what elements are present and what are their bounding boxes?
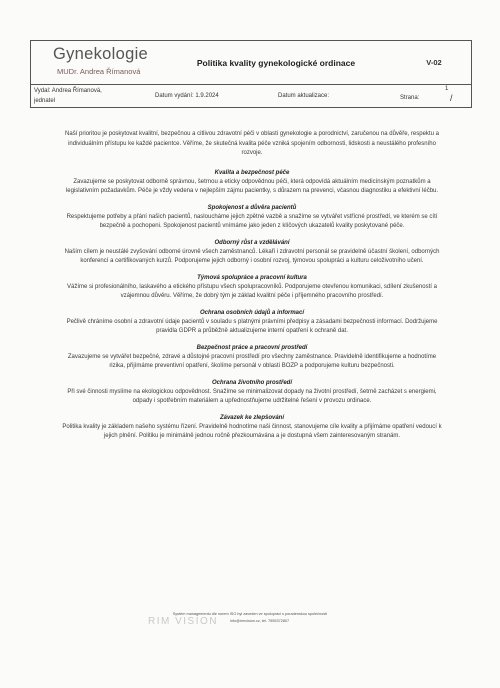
issue-date-cell: [149, 85, 274, 109]
section-title: Ochrana životního prostředí: [211, 379, 292, 386]
code-cell: [396, 41, 472, 84]
section-text: Zavazujeme se vytvářet bezpečné, zdravé a důstojné pracovní prostředí pro všechny zaměstnance. Pravidelně identifikujeme a hodnotíme rizika, přijímáme preventivní opatření, školíme personál v oblasti BOZP a podporujeme kulturu bezpečnosti.: [67, 353, 437, 370]
page-separator: /: [450, 93, 453, 103]
page-label: Strana:: [400, 95, 420, 101]
document-header-table: [30, 40, 472, 108]
page-cell: [396, 85, 471, 109]
footer-contact: info@rimvision.cz, tel. 7555372807: [230, 619, 290, 623]
section: [62, 240, 442, 267]
issued-by-cell: [31, 85, 149, 109]
section-title: Kvalita a bezpečnost péče: [214, 169, 290, 176]
section-text: Politika kvality je základem našeho systému řízení. Pravidelně hodnotíme naši činnost, stanovujeme cíle kvality a přijímáme opatření vedoucí k jejich plnění. Politiku je minimálně jednou ročně přezkoumávána a je dostupná všem zainteresovaným stranám.: [62, 423, 442, 440]
document-code: V-02: [426, 58, 442, 67]
document-title: Politika kvality gynekologické ordinace: [196, 57, 356, 68]
section-title: Závazek ke zlepšování: [219, 414, 285, 421]
header-info-row: [31, 84, 471, 109]
logo-subtitle: MUDr. Andrea Římanová: [57, 67, 141, 76]
section-title: Spokojenost a důvěra pacientů: [207, 204, 297, 211]
issued-by-role: jednatel: [34, 98, 56, 104]
footer-note: Systém managementu dle norem ISO byl zaveden ve spolupráci s poradenskou společností: [172, 612, 328, 616]
section: [62, 345, 442, 372]
section: [62, 310, 442, 337]
update-date-cell: [274, 85, 396, 109]
section-text: Naším cílem je neustálé zvyšování odborné úrovně všech zaměstnanců. Lékaři i zdravotní personál se pravidelně účastní školení, odborných konferencí a certifikovaných kurzů. Podporujeme jejich odborný i osobní rozvoj, týmovou spolupráci a kulturu celoživotního učení.: [64, 248, 440, 265]
footer-brand-row: [100, 618, 400, 630]
section-text: Respektujeme potřeby a přání našich pacientů, nasloucháme jejich zpětné vazbě a snažíme se vytvářet vstřícné prostředí, ve kterém se cítí bezpečně a pochopeni. Spokojenost pacientů vnímáme jako jeden z klíčových ukazatelů kvality poskytované péče.: [66, 213, 438, 230]
section: [62, 170, 442, 197]
section-text: Při své činnosti myslíme na ekologickou odpovědnost. Snažíme se minimalizovat dopady na životní prostředí, šetrně zacházet s energiemi, odpady i spotřebním materiálem a upřednostňujeme udržitelné řešení v provozu ordinace.: [67, 388, 437, 405]
issued-by: Vydal: Andrea Římanová,: [34, 88, 102, 94]
section-text: Vážíme si profesionálního, laskavého a etického přístupu všech spolupracovníků. Podporujeme otevřenou komunikaci, sdílení zkušeností a vzájemnou důvěru. Věříme, že dobrý tým je základ kvalitní péče i příjemného pracovního prostředí.: [67, 283, 437, 300]
document-footer: [100, 612, 400, 630]
document-body: [62, 130, 442, 450]
logo-cell: [31, 41, 156, 84]
section-title: Ochrana osobních údajů a informací: [199, 309, 305, 316]
section-title: Odborný růst a vzdělávání: [214, 239, 290, 246]
section: [62, 415, 442, 442]
section-text: Pečlivě chráníme osobní a zdravotní údaje pacientů v souladu s platnými právními předpisy a zásadami bezpečnosti informací. Dodržujeme pravidla GDPR a průběžně aktualizujeme interní opatření k ochraně dat.: [66, 318, 438, 335]
consultant-logo: RIM VISION: [148, 616, 219, 627]
title-cell: [156, 41, 396, 84]
issue-date: Datum vydání: 1.9.2024: [155, 93, 219, 99]
section-text: Zavazujeme se poskytovat odborně správnou, šetrnou a eticky odpovědnou péči, která odpovídá aktuálním medicínským poznatkům a legislativním požadavkům. Péče je vždy vedena v nejlepším zájmu pacientky, s důrazem na prevenci, včasnou diagnostiku a efektivní léčbu.: [65, 178, 439, 195]
logo-text: Gynekologie: [53, 45, 149, 63]
section-title: Bezpečnost práce a pracovní prostředí: [196, 344, 308, 351]
update-date: Datum aktualizace:: [278, 93, 330, 99]
section: [62, 380, 442, 407]
section: [62, 205, 442, 232]
section-title: Týmová spolupráce a pracovní kultura: [197, 274, 307, 281]
page-number: 1: [445, 86, 449, 92]
section: [62, 275, 442, 302]
intro-paragraph: Naší prioritou je poskytovat kvalitní, bezpečnou a citlivou zdravotní péči v oblasti gynekologie a porodnictví, zaručenou na důvěře, respektu a individuálním přístupu ke každé pacientce. Věříme, že skutečná kvalita péče vzniká spojením odbornosti, lidskosti a neustálého profesního rozvoje.: [65, 131, 439, 157]
